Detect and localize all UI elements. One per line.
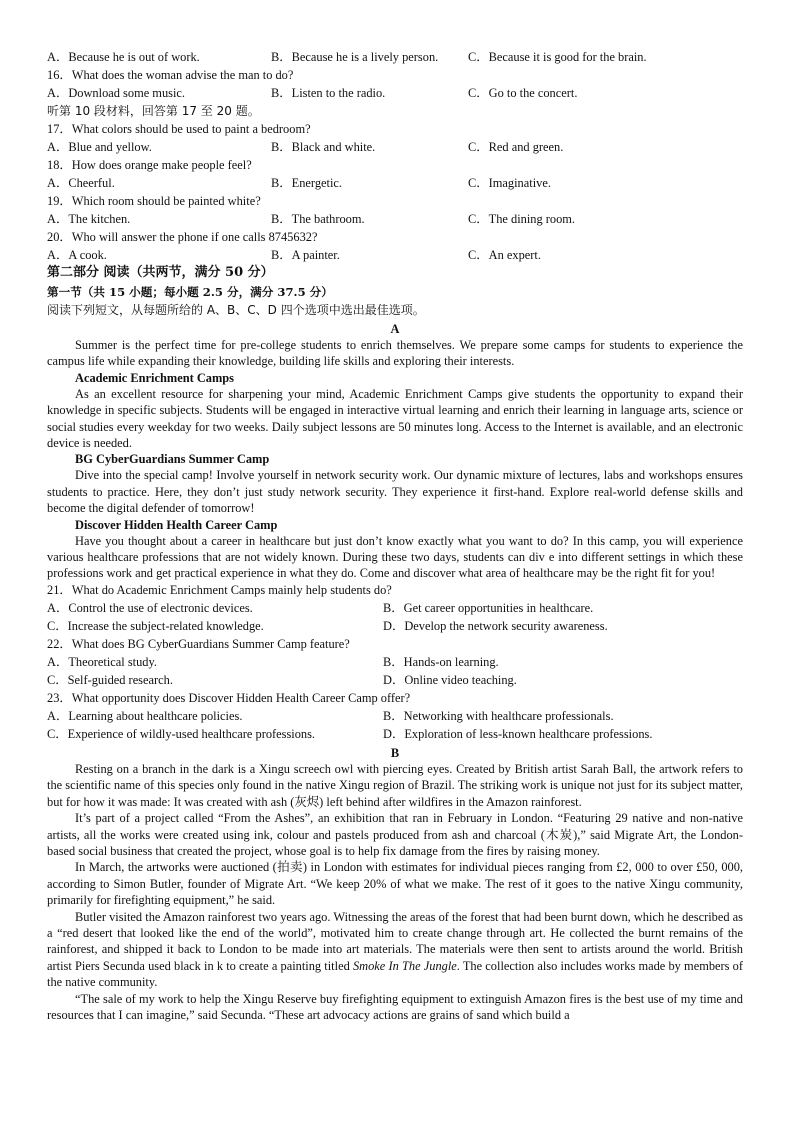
option-a[interactable]: A．Control the use of electronic devices. — [47, 600, 253, 615]
option-a[interactable]: A．A cook. — [47, 248, 107, 262]
option-b[interactable]: B．The bathroom. — [271, 212, 365, 226]
passage-b — [47, 745, 743, 1024]
q21-options-ab — [47, 600, 743, 618]
option-c[interactable]: C．Experience of wildly-used healthcare professions. — [47, 726, 316, 741]
paragraph: It’s part of a project called “From the Ashes”, an exhibition that ran in February in London. “Featuring 29 native and non-native artists, all the works were created using ink, colour and pastels produced from ash and charcoal (木炭),” said Migrate Art, the London-based social business that created the project, whose goal is to help fix damage from the fires by raising money. — [47, 811, 743, 858]
question-16: 16．What does the woman advise the man to do? — [47, 68, 294, 82]
option-a[interactable]: A．Learning about healthcare policies. — [47, 708, 243, 723]
camp-description: Dive into the special camp! Involve yourself in network security work. Our dynamic mixture of lectures, labs and workshops ensures students to practice. Here, they don’t just study network security. They experience it first-hand. Explore real-world defense skills and become the digital defender of tomorrow! — [47, 468, 743, 516]
camp-description: Have you thought about a career in healthcare but just don’t know exactly what you want to do? In this camp, you will experience various healthcare professions that are not widely known. During these two days, students can div e into different settings in which these professions work and get practical experience in what they do. Come and discover what area of healthcare may be the right fit for you! — [47, 533, 743, 581]
option-d[interactable]: D．Exploration of less-known healthcare professions. — [383, 726, 653, 741]
part-two-title: 第二部分 阅读（共两节，满分 50 分） — [47, 265, 274, 280]
camp-description: As an excellent resource for sharpening your mind, Academic Enrichment Camps give students the opportunity to expand their knowledge in specific subjects. Students will be engaged in interactive virtual learning and enrich their learning in language arts, science or social studies every weekday for two weeks. Daily subject lessons are 50 minutes long. Access to the Internet is available, and an electronic device is needed. — [47, 386, 743, 451]
option-c[interactable]: C．Because it is good for the brain. — [468, 50, 647, 64]
question-17: 17．What colors should be used to paint a bedroom? — [47, 122, 311, 136]
reading-instruction: 阅读下列短文，从每题所给的 A、B、C、D 四个选项中选出最佳选项。 — [47, 303, 425, 317]
option-b[interactable]: B．Because he is a lively person. — [271, 50, 439, 64]
passage-letter: B — [390, 745, 400, 760]
paragraph — [47, 909, 743, 991]
section-one-title: 第一节（共 15 小题；每小题 2.5 分，满分 37.5 分） — [47, 285, 333, 299]
option-c[interactable]: C．Increase the subject-related knowledge. — [47, 618, 264, 633]
option-c[interactable]: C．Go to the concert. — [468, 86, 578, 100]
paragraph: “The sale of my work to help the Xingu Reserve buy firefighting equipment to extinguish Amazon fires is the best use of my time and resources that I can imagine,” said Secunda. “These art advocacy actions are grains of sand which build a — [47, 991, 743, 1022]
option-a[interactable]: A．The kitchen. — [47, 212, 131, 226]
q18-options — [47, 175, 743, 193]
paragraph: Resting on a branch in the dark is a Xingu screech owl with piercing eyes. Created by British artist Sarah Ball, the artwork refers to the scientific name of this species only found in the native Xingu region of Brazil. The striking work is unique not just for its subject matter, but for how it was made: It was created with ash (灰烬) left behind after wildfires in the Amazon rainforest. — [47, 761, 743, 809]
option-a[interactable]: A．Cheerful. — [47, 176, 115, 190]
paragraph-text: Butler visited the Amazon rainforest two years ago. Witnessing the areas of the forest that had been burnt down, which he described as a “red desert that looked like the end of the world”, motivated him to create change through art. He collected the burnt remains of the rainforest, and shipped it back to London to be made into art materials. The materials were then sent to artists around the world. British artist Piers Secunda used black in k to create a painting titled — [47, 909, 743, 973]
q23-options-cd — [47, 726, 743, 744]
option-d[interactable]: D．Develop the network security awareness. — [383, 618, 608, 633]
option-a[interactable]: A．Download some music. — [47, 86, 186, 100]
option-b[interactable]: B．Hands-on learning. — [383, 654, 499, 669]
q22-options-ab — [47, 654, 743, 672]
option-b[interactable]: B．Black and white. — [271, 140, 376, 154]
option-c[interactable]: C．An expert. — [468, 248, 541, 262]
camp-title: BG CyberGuardians Summer Camp — [75, 452, 270, 467]
paragraph-text: . The collection also includes works made by members of the native community. — [47, 958, 743, 990]
passage-intro: Summer is the perfect time for pre-college students to enrich themselves. We prepare some camps for students to experience the campus life while expanding their knowledge, building life skills and exploring their interests. — [47, 338, 743, 369]
exam-page — [47, 49, 743, 1023]
option-a[interactable]: A．Blue and yellow. — [47, 140, 152, 154]
option-c[interactable]: C．The dining room. — [468, 212, 576, 226]
option-c[interactable]: C．Self-guided research. — [47, 672, 173, 687]
q15-options — [47, 49, 743, 67]
passage-letter: A — [390, 322, 400, 336]
option-b[interactable]: B．A painter. — [271, 248, 340, 262]
q20-options — [47, 247, 743, 265]
question-18: 18．How does orange make people feel? — [47, 158, 252, 172]
q23-options-ab — [47, 708, 743, 726]
question-20: 20．Who will answer the phone if one calls 8745632? — [47, 230, 318, 244]
question-21: 21．What do Academic Enrichment Camps mainly help students do? — [47, 582, 392, 597]
q17-options — [47, 139, 743, 157]
question-19: 19．Which room should be painted white? — [47, 194, 261, 208]
q19-options — [47, 211, 743, 229]
question-23: 23．What opportunity does Discover Hidden Health Career Camp offer? — [47, 690, 411, 705]
option-a[interactable]: A．Theoretical study. — [47, 654, 157, 669]
option-b[interactable]: B．Listen to the radio. — [271, 86, 386, 100]
camp-title: Academic Enrichment Camps — [75, 370, 234, 385]
paragraph: In March, the artworks were auctioned (拍卖) in London with estimates for individual pieces ranging from £2, 000 to over £50, 000, according to Simon Butler, founder of Migrate Art. “We keep 20% of what we make. The rest of it goes to the native Xingu community, primarily for firefighting equipment,” he said. — [47, 860, 743, 908]
option-c[interactable]: C．Imaginative. — [468, 176, 551, 190]
q16-options — [47, 85, 743, 103]
option-b[interactable]: B．Networking with healthcare professionals. — [383, 708, 614, 723]
painting-title: Smoke In The Jungle — [352, 958, 457, 973]
option-c[interactable]: C．Red and green. — [468, 140, 564, 154]
passage-a — [47, 321, 743, 744]
listening-instruction: 听第 10 段材料，回答第 17 至 20 题。 — [47, 104, 260, 118]
option-b[interactable]: B．Get career opportunities in healthcare. — [383, 600, 594, 615]
camp-title: Discover Hidden Health Career Camp — [75, 517, 278, 532]
option-a[interactable]: A．Because he is out of work. — [47, 50, 200, 64]
option-d[interactable]: D．Online video teaching. — [383, 672, 517, 687]
question-22: 22．What does BG CyberGuardians Summer Camp feature? — [47, 636, 350, 651]
q21-options-cd — [47, 618, 743, 636]
option-b[interactable]: B．Energetic. — [271, 176, 342, 190]
q22-options-cd — [47, 672, 743, 690]
